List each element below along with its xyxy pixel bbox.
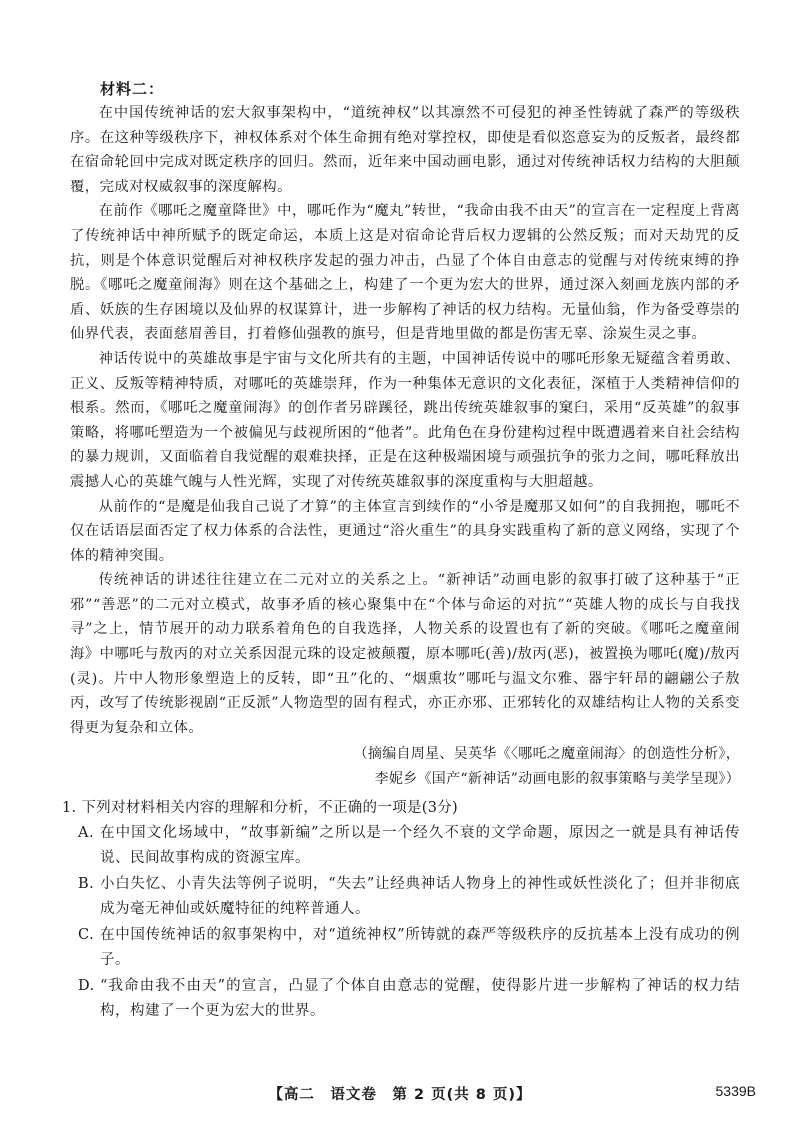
material-paragraph-4: 从前作的“是魔是仙我自己说了才算”的主体宣言到续作的“小爷是魔那又如何”的自我拥抱，哪吒不仅在话语层面否定了权力体系的合法性，更通过“浴火重生”的具身实践重构了新的意义网络，实现了个体的精神突围。	[70, 498, 740, 564]
material-title: 材料二：	[100, 80, 165, 98]
option-letter: D.	[78, 977, 95, 994]
material-paragraph-2: 在前作《哪吒之魔童降世》中，哪吒作为“魔丸”转世，“我命由我不由天”的宣言在一定程度上背离了传统神话中神所赋予的既定命运，本质上这是对宿命论背后权力逻辑的公然反叛；而对天劫咒的反抗，则是个体意识觉醒后对神权秩序发起的强力冲击，凸显了个体自由意志的觉醒与对传统束缚的挣脱。《哪吒之魔童闹海》则在这个基础之上，构建了一个更为宏大的世界，通过深入刻画龙族内部的矛盾、妖族的生存困境以及仙界的权谋算计，进一步解构了神话的权力结构。无量仙翁，作为备受尊崇的仙界代表，表面慈眉善目，打着修仙强教的旗号，但是背地里做的都是伤害无辜、涂炭生灵之事。	[70, 203, 740, 343]
footer-paper-code: 5339B	[715, 1083, 756, 1099]
option-letter: A.	[78, 824, 95, 841]
option-b	[78, 872, 740, 923]
source-line-1: （摘编自周星、吴英华《〈哪吒之魔童闹海〉的创造性分析》，	[353, 746, 740, 763]
option-c	[78, 923, 740, 974]
material-paragraph-5: 传统神话的讲述往往建立在二元对立的关系之上。“新神话”动画电影的叙事打破了这种基于“正邪”“善恶”的二元对立模式，故事矛盾的核心聚集中在“个体与命运的对抗”“英雄人物的成长与自我找寻”之上，情节展开的动力联系着角色的自我选择，人物关系的设置也有了新的突破。《哪吒之魔童闹海》中哪吒与敖丙的对立关系因混元珠的设定被颠覆，原本哪吒(善)/敖丙(恶)，被置换为哪吒(魔)/敖丙(灵)。片中人物形象塑造上的反转，即“丑”化的、“烟熏妆”哪吒与温文尔雅、器宇轩昂的翩翩公子敖丙，改写了传统影视剧“正反派”人物造型的固有程式，亦正亦邪、正邪转化的双雄结构让人物的关系变得更为复杂和立体。	[70, 572, 740, 736]
option-a	[78, 821, 740, 872]
material-paragraph-3: 神话传说中的英雄故事是宇宙与文化所共有的主题，中国神话传说中的哪吒形象无疑蕴含着勇敢、正义、反叛等精神特质，对哪吒的英雄崇拜，作为一种集体无意识的文化表征，深植于人类精神信仰的根系。然而，《哪吒之魔童闹海》的创作者另辟蹊径，跳出传统英雄叙事的窠臼，采用“反英雄”的叙事策略，将哪吒塑造为一个被偏见与歧视所困的“他者”。此角色在身份建构过程中既遭遇着来自社会结构的暴力规训，又面临着自我觉醒的艰难抉择，正是在这种极端困境与顽强抗争的张力之间，哪吒释放出震撼人心的英雄气魄与人性光辉，实现了对传统英雄叙事的深度重构与大胆超越。	[70, 350, 740, 490]
option-text: “我命由我不由天”的宣言，凸显了个体自由意志的觉醒，使得影片进一步解构了神话的权力结构，构建了一个更为宏大的世界。	[100, 977, 740, 1020]
option-text: 在中国传统神话的叙事架构中，对“道统神权”所铸就的森严等级秩序的反抗基本上没有成功的例子。	[100, 926, 740, 969]
material-paragraph-1: 在中国传统神话的宏大叙事架构中，“道统神权”以其凛然不可侵犯的神圣性铸就了森严的等级秩序。在这种等级秩序下，神权体系对个体生命拥有绝对掌控权，即使是看似恣意妄为的反叛者，最终都在宿命轮回中完成对既定秩序的回归。然而，近年来中国动画电影，通过对传统神话权力结构的大胆颠覆，完成对权威叙事的深度解构。	[70, 105, 740, 195]
source-line-2: 李妮乡《国产“新神话”动画电影的叙事策略与美学呈现》）	[374, 771, 740, 788]
option-letter: C.	[78, 926, 95, 943]
option-text: 小白失忆、小青失法等例子说明，“失去”让经典神话人物身上的神性或妖性淡化了；但并非彻底成为毫无神仙或妖魔特征的纯粹普通人。	[100, 875, 740, 918]
source-citation	[70, 742, 740, 791]
footer-page-info: 【高二 语文卷 第 2 页(共 8 页)】	[268, 1087, 532, 1103]
option-text: 在中国文化场域中，“故事新编”之所以是一个经久不衰的文学命题，原因之一就是具有神话传说、民间故事构成的资源宝库。	[100, 824, 740, 867]
option-d	[78, 974, 740, 1025]
question-stem: 1. 下列对材料相关内容的理解和分析，不正确的一项是(3分)	[62, 799, 458, 816]
page-footer	[0, 1083, 800, 1107]
option-letter: B.	[78, 875, 95, 892]
